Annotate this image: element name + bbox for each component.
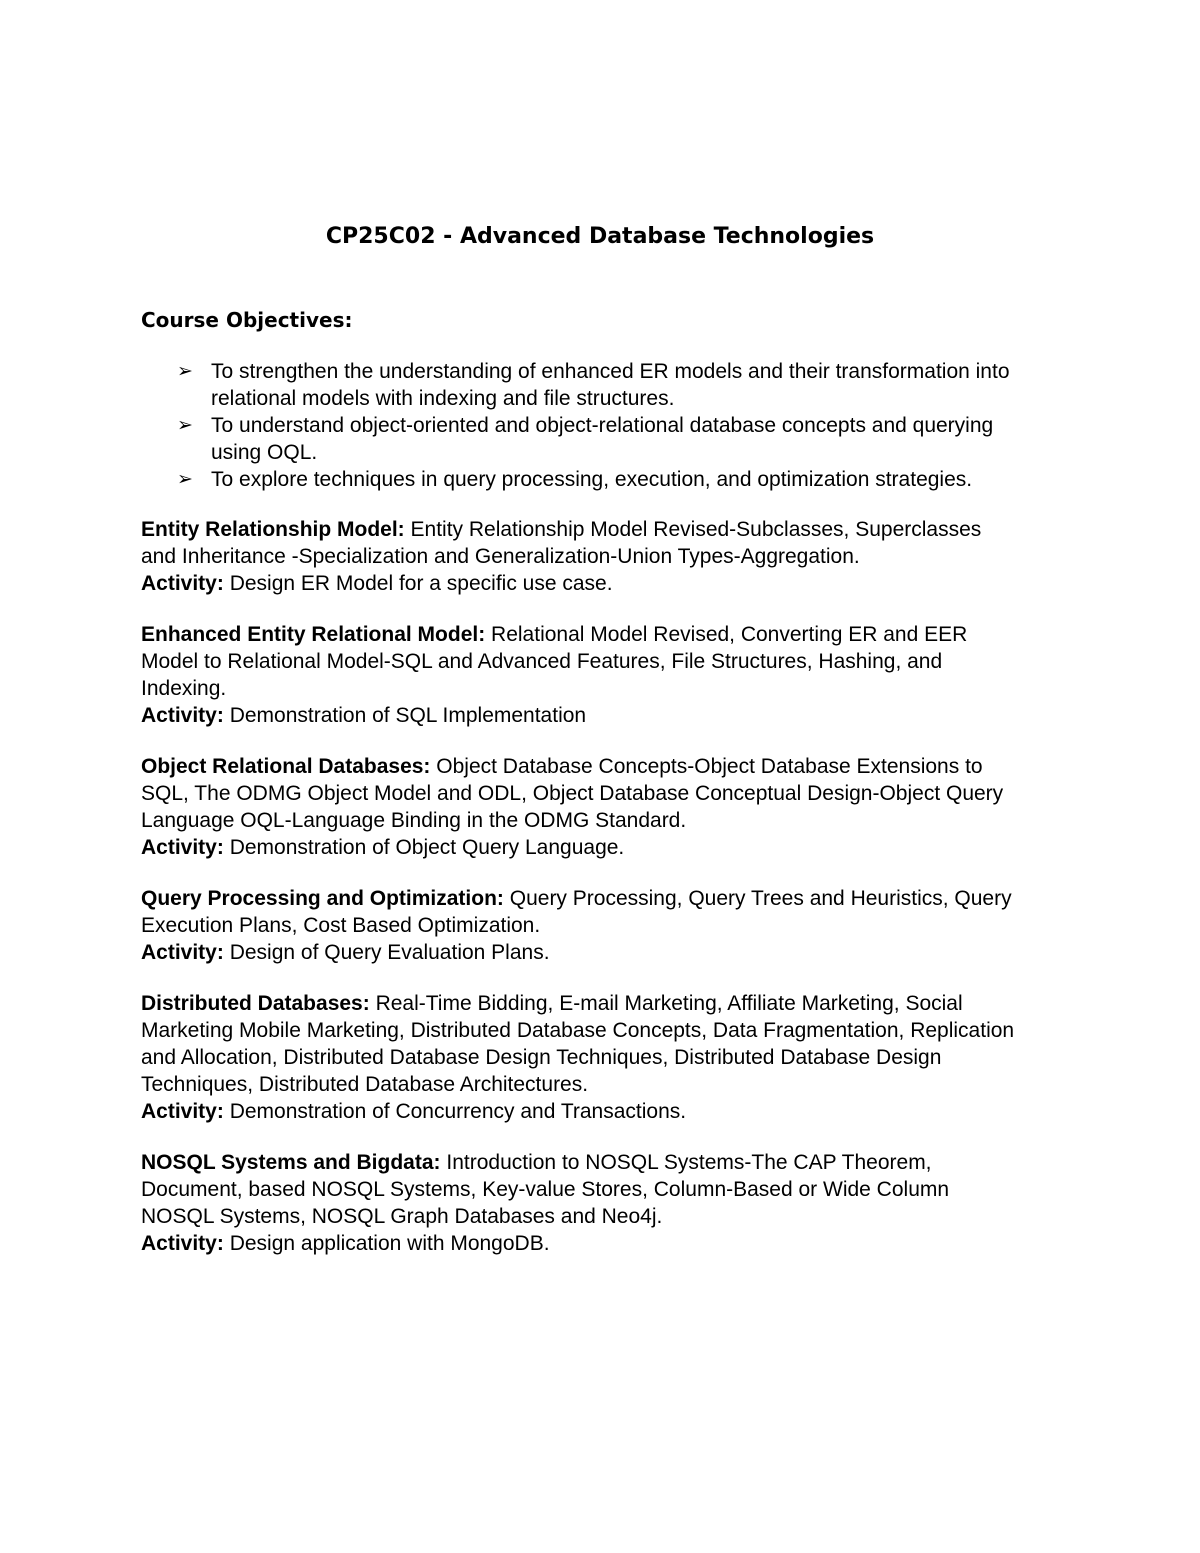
- unit-section-object-relational: [141, 753, 1021, 861]
- activity-label: Activity:: [141, 1232, 224, 1255]
- objective-item: [141, 412, 1011, 466]
- activity-text: Design ER Model for a specific use case.: [229, 572, 613, 595]
- unit-label: Distributed Databases:: [141, 992, 370, 1015]
- objective-item: [141, 466, 1011, 493]
- unit-text: Real-Time Bidding, E-mail Marketing, Affiliate Marketing, Social Marketing Mobile Marketing, Distributed Database Concepts, Data Fragmentation, Replication and Allocation, Distributed Database Design Techniques, Distributed Database Design Techniques, Distributed Database Architectures.: [141, 992, 1015, 1096]
- document-title: CP25C02 - Advanced Database Technologies: [325, 224, 875, 249]
- unit-activity: [141, 702, 1021, 729]
- unit-description: [141, 1149, 1021, 1230]
- unit-section-entity-relationship: [141, 516, 1021, 597]
- unit-label: Query Processing and Optimization:: [141, 887, 504, 910]
- activity-text: Demonstration of Object Query Language.: [229, 836, 625, 859]
- document-page: [141, 222, 1021, 1257]
- objective-text: To explore techniques in query processing, execution, and optimization strategies.: [211, 468, 973, 491]
- activity-text: Demonstration of Concurrency and Transactions.: [229, 1100, 687, 1123]
- activity-label: Activity:: [141, 941, 224, 964]
- unit-description: [141, 621, 1021, 702]
- activity-label: Activity:: [141, 836, 224, 859]
- unit-label: Entity Relationship Model:: [141, 518, 405, 541]
- unit-text: Query Processing, Query Trees and Heuristics, Query Execution Plans, Cost Based Optimization.: [141, 887, 1012, 937]
- unit-text: Introduction to NOSQL Systems-The CAP Theorem, Document, based NOSQL Systems, Key-value Stores, Column-Based or Wide Column NOSQL Systems, NOSQL Graph Databases and Neo4j.: [141, 1151, 950, 1228]
- unit-section-nosql-bigdata: [141, 1149, 1021, 1257]
- unit-section-distributed-databases: [141, 990, 1021, 1125]
- unit-text: Relational Model Revised, Converting ER and EER Model to Relational Model-SQL and Advanced Features, File Structures, Hashing, and Indexing.: [141, 623, 968, 700]
- objective-item: [141, 358, 1011, 412]
- objective-text: To understand object-oriented and object-relational database concepts and querying using OQL.: [211, 414, 994, 464]
- course-objectives-heading: Course Objectives:: [141, 308, 353, 332]
- arrowhead-bullet-icon: ➢: [177, 360, 193, 382]
- unit-activity: [141, 834, 1021, 861]
- activity-label: Activity:: [141, 572, 224, 595]
- activity-label: Activity:: [141, 1100, 224, 1123]
- unit-description: [141, 885, 1021, 939]
- unit-description: [141, 990, 1021, 1098]
- activity-text: Demonstration of SQL Implementation: [229, 704, 587, 727]
- unit-section-enhanced-entity-relational: [141, 621, 1021, 729]
- unit-label: Enhanced Entity Relational Model:: [141, 623, 486, 646]
- objective-text: To strengthen the understanding of enhanced ER models and their transformation into relational models with indexing and file structures.: [211, 360, 1010, 410]
- unit-activity: [141, 1230, 1021, 1257]
- unit-description: [141, 516, 1021, 570]
- unit-label: Object Relational Databases:: [141, 755, 431, 778]
- unit-activity: [141, 1098, 1021, 1125]
- unit-text: Entity Relationship Model Revised-Subclasses, Superclasses and Inheritance -Specialization and Generalization-Union Types-Aggregation.: [141, 518, 982, 568]
- activity-text: Design application with MongoDB.: [229, 1232, 550, 1255]
- unit-activity: [141, 570, 1021, 597]
- unit-text: Object Database Concepts-Object Database Extensions to SQL, The ODMG Object Model and ODL, Object Database Conceptual Design-Object Query Language OQL-Language Binding in the ODMG Standard.: [141, 755, 1004, 832]
- unit-section-query-processing: [141, 885, 1021, 966]
- unit-activity: [141, 939, 1021, 966]
- arrowhead-bullet-icon: ➢: [177, 414, 193, 436]
- activity-label: Activity:: [141, 704, 224, 727]
- activity-text: Design of Query Evaluation Plans.: [229, 941, 550, 964]
- unit-description: [141, 753, 1021, 834]
- arrowhead-bullet-icon: ➢: [177, 468, 193, 490]
- objectives-list: [141, 358, 1021, 493]
- unit-label: NOSQL Systems and Bigdata:: [141, 1151, 441, 1174]
